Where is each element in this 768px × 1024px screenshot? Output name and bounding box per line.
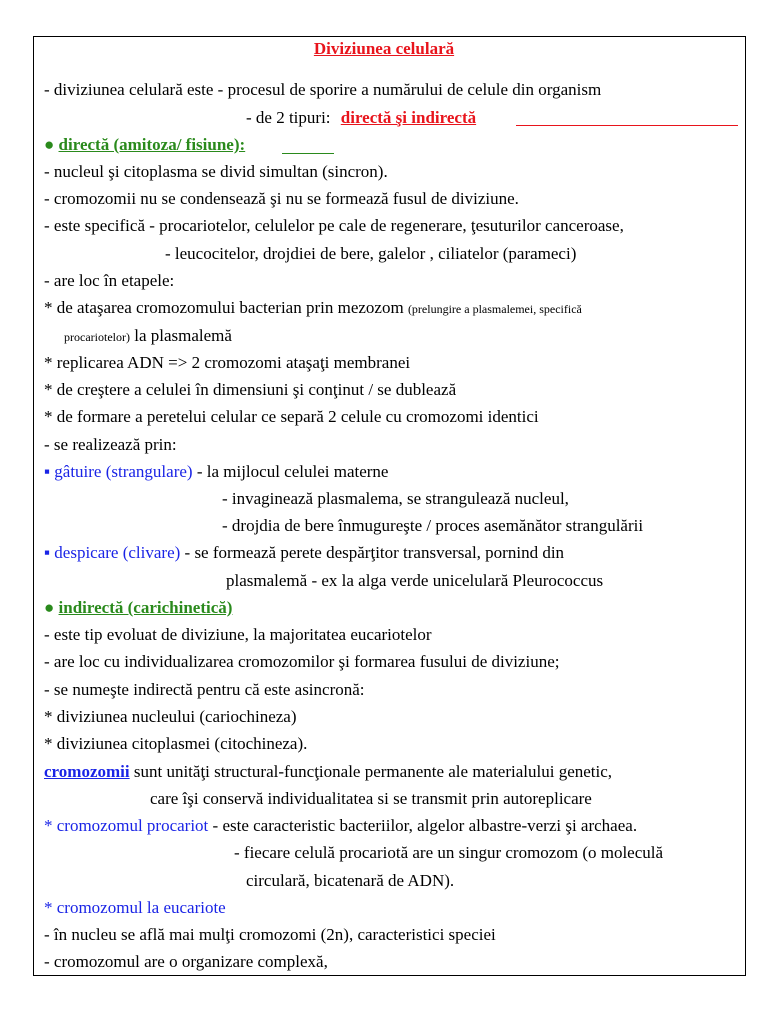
text-line: - cromozomul are o organizare complexă, (44, 952, 328, 971)
text-fragment: - la mijlocul celulei materne (196, 462, 389, 481)
text-line: - leucocitelor, drojdiei de bere, galelor , ciliatelor (parameci) (165, 244, 577, 263)
text-line (44, 298, 582, 319)
term-blue: * cromozomul procariot (44, 816, 209, 835)
text-line (64, 326, 232, 347)
text-line: - are loc cu individualizarea cromozomilor şi formarea fusului de diviziune; (44, 652, 560, 671)
text-line: - drojdia de bere înmugureşte / proces asemănător strangulării (222, 516, 644, 535)
note-small: procariotelor) (64, 330, 130, 344)
text-line: * replicarea ADN => 2 cromozomi ataşaţi membranei (44, 353, 411, 372)
text-fragment: la plasmalemă (134, 326, 232, 345)
underline-rule (282, 153, 334, 154)
text-line (44, 462, 388, 482)
text-line: - fiecare celulă procariotă are un singur cromozom (o moleculă (234, 843, 664, 862)
text-fragment: * de ataşarea cromozomului bacterian prin mezozom (44, 298, 404, 317)
term-blue: ▪ gâtuire (strangulare) (44, 462, 193, 481)
text-line: * de formare a peretelui celular ce separă 2 celule cu cromozomi identici (44, 407, 539, 426)
text-line (246, 108, 476, 128)
underline-rule (516, 125, 738, 126)
section-heading-label: indirectă (carichinetică) (58, 598, 233, 617)
text-fragment: - de 2 tipuri: (246, 108, 331, 127)
term-blue-bold: cromozomii (44, 762, 130, 781)
text-line: - are loc în etapele: (44, 271, 175, 290)
text-line: - se realizează prin: (44, 435, 177, 454)
highlight-red: directă şi indirectă (340, 108, 477, 127)
text-line (44, 816, 637, 836)
text-line: - diviziunea celulară este - procesul de sporire a numărului de celule din organism (44, 80, 602, 99)
text-line: * diviziunea citoplasmei (citochineza). (44, 734, 308, 753)
note-small: (prelungire a plasmalemei, specifică (407, 302, 582, 316)
section-heading-label: directă (amitoza/ fisiune): (58, 135, 246, 154)
text-line: - este specifică - procariotelor, celulelor pe cale de regenerare, ţesuturilor canceroase, (44, 216, 624, 235)
term-blue: ▪ despicare (clivare) (44, 543, 181, 562)
text-line: * diviziunea nucleului (cariochineza) (44, 707, 297, 726)
text-line (44, 543, 564, 563)
text-line: care îşi conservă individualitatea si se transmit prin autoreplicare (150, 789, 592, 808)
bullet-icon: ● (44, 598, 55, 617)
section-heading (44, 135, 245, 155)
text-line: - cromozomii nu se condensează şi nu se formează fusul de diviziune. (44, 189, 519, 208)
bullet-icon: ● (44, 135, 55, 154)
text-line: - invaginează plasmalema, se strangulează nucleul, (222, 489, 569, 508)
text-line: - nucleul şi citoplasma se divid simultan (sincron). (44, 162, 388, 181)
text-fragment: - este caracteristic bacteriilor, algelor albastre-verzi şi archaea. (212, 816, 638, 835)
text-line: circulară, bicatenară de ADN). (246, 871, 455, 890)
text-fragment: - se formează perete despărţitor transversal, pornind din (184, 543, 565, 562)
term-blue: * cromozomul la eucariote (44, 898, 226, 917)
page-title: Diviziunea celulară (313, 39, 455, 58)
text-line: - în nucleu se află mai mulţi cromozomi (2n), caracteristici speciei (44, 925, 496, 944)
text-line: - se numeşte indirectă pentru că este asincronă: (44, 680, 365, 699)
text-line (44, 762, 612, 782)
text-line: - este tip evoluat de diviziune, la majoritatea eucariotelor (44, 625, 432, 644)
section-heading (44, 598, 232, 618)
text-fragment: sunt unităţi structural-funcţionale permanente ale materialului genetic, (133, 762, 613, 781)
text-line: plasmalemă - ex la alga verde unicelulară Pleurococcus (226, 571, 604, 590)
text-line: * de creştere a celulei în dimensiuni şi conţinut / se dublează (44, 380, 457, 399)
